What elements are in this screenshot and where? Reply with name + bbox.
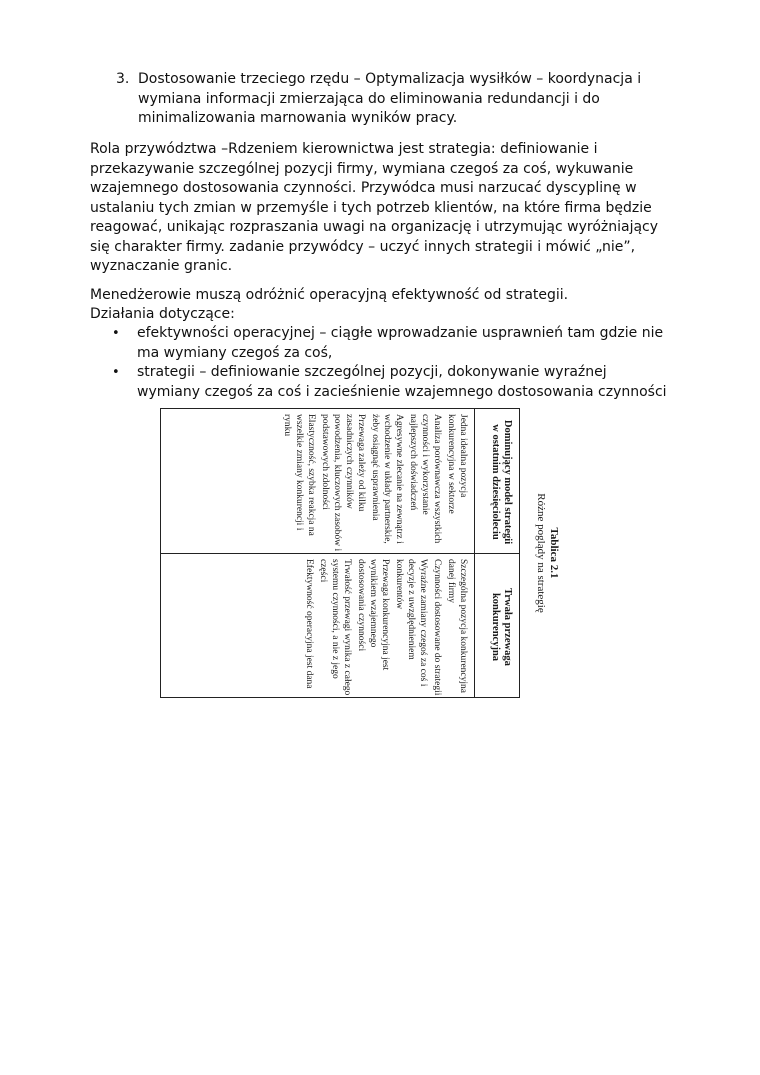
- table-cell: Agresywne zlecanie na zewnątrz i wchodzenie w układy partnerskie, żeby osiągnąć usprawnienia: [370, 414, 404, 544]
- bullet-icon: •: [112, 326, 120, 341]
- table-cell: Czynności dostosowane do strategii: [432, 559, 442, 696]
- bullet-line: efektywności operacyjnej – ciągłe wprowadzanie usprawnień tam gdzie nie: [137, 325, 664, 341]
- numbered-list-item: [116, 70, 676, 129]
- actions-heading: Działania dotyczące:: [90, 306, 235, 322]
- leadership-paragraph: [90, 140, 700, 277]
- list-item-line: wymiana informacji zmierzająca do eliminowania redundancji i do: [138, 90, 600, 107]
- table-title: Tablica 2.1: [548, 527, 560, 579]
- list-number: 3.: [116, 71, 130, 87]
- bullet-item: [112, 363, 702, 402]
- left-column-header: [489, 412, 513, 552]
- right-column-cells: [301, 559, 469, 697]
- left-column-cells: [279, 414, 469, 552]
- paragraph-line: reagować, unikając rozpraszania uwagi na organizację i utrzymując wyróżniający: [90, 219, 659, 235]
- list-item-text: [138, 70, 676, 129]
- rotated-table: [150, 408, 560, 698]
- scanned-table-image: [150, 408, 560, 698]
- paragraph-line: ustalaniu tych zmian w przemyśle i tych potrzeb klientów, na które firma będzie: [90, 199, 652, 216]
- bullet-line: strategii – definiowanie szczególnej pozycji, dokonywanie wyraźnej: [137, 364, 607, 380]
- table-cell: Efektywność operacyjna jest dana: [304, 559, 314, 689]
- bullet-icon: •: [112, 365, 120, 380]
- table-cell: Szczególna pozycja konkurencyjna danej firmy: [446, 559, 468, 693]
- header-divider: [474, 409, 475, 697]
- paragraph-line: Rola przywództwa –Rdzeniem kierownictwa jest strategia: definiowanie i: [90, 141, 598, 157]
- header-line: w ostatnim dziesięcioleciu: [490, 424, 501, 540]
- bullet-list: [112, 324, 702, 402]
- table-cell: Przewaga konkurencyjna jest wynikiem wzajemnego dostosowania czynności: [356, 559, 390, 671]
- bullet-line: ma wymiany czegoś za coś,: [137, 344, 333, 361]
- table-cell: Przewaga zależy od kilku zasadniczych czynników powodzenia, kluczowych zasobów i podstawowych zdolności: [320, 414, 366, 552]
- table-cell: Wyraźne zamiany czegoś za coś i decyzje z uwzględnieniem konkurentów: [394, 559, 428, 687]
- table-cell: Jedna idealna pozycja konkurencyjna w sektorze: [446, 414, 468, 514]
- column-divider: [161, 553, 519, 554]
- paragraph-line: wyznaczanie granic.: [90, 258, 233, 274]
- paragraph-line: wzajemnego dostosowania czynności. Przywódca musi narzucać dyscyplinę w: [90, 180, 637, 196]
- bullet-line: wymiany czegoś za coś i zacieśnienie wzajemnego dostosowania czynności: [137, 383, 667, 400]
- table-cell: Trwałość przewagi wynika z całego systemu czynności, a nie z jego części: [318, 559, 352, 696]
- table-caption: [534, 408, 560, 698]
- paragraph-line: przekazywanie szczególnej pozycji firmy, wymiana czegoś za coś, wykuwanie: [90, 160, 634, 177]
- table-subtitle: Różne poglądy na strategię: [535, 493, 547, 613]
- table-cell: Analiza porównawcza wszystkich czynności i wykorzystanie najlepszych doświadczeń: [408, 414, 442, 544]
- right-column-header: [489, 557, 513, 697]
- table-cell: Elastyczność, szybka reakcja na wszelkie zmiany konkurencji i rynku: [282, 414, 316, 536]
- list-item-line: Dostosowanie trzeciego rzędu – Optymalizacja wysiłków – koordynacja i: [138, 71, 642, 87]
- strategy-table: [160, 408, 520, 698]
- paragraph-line: się charakter firmy. zadanie przywódcy – uczyć innych strategii i mówić „nie”,: [90, 238, 636, 255]
- bullet-item: [112, 324, 702, 363]
- managers-paragraph: Menedżerowie muszą odróżnić operacyjną efektywność od strategii.: [90, 287, 569, 303]
- list-item-line: minimalizowania marnowania wyników pracy.: [138, 110, 458, 126]
- header-line: Dominujący model strategii: [502, 419, 513, 545]
- header-line: Trwała przewaga konkurencyjna: [490, 588, 513, 666]
